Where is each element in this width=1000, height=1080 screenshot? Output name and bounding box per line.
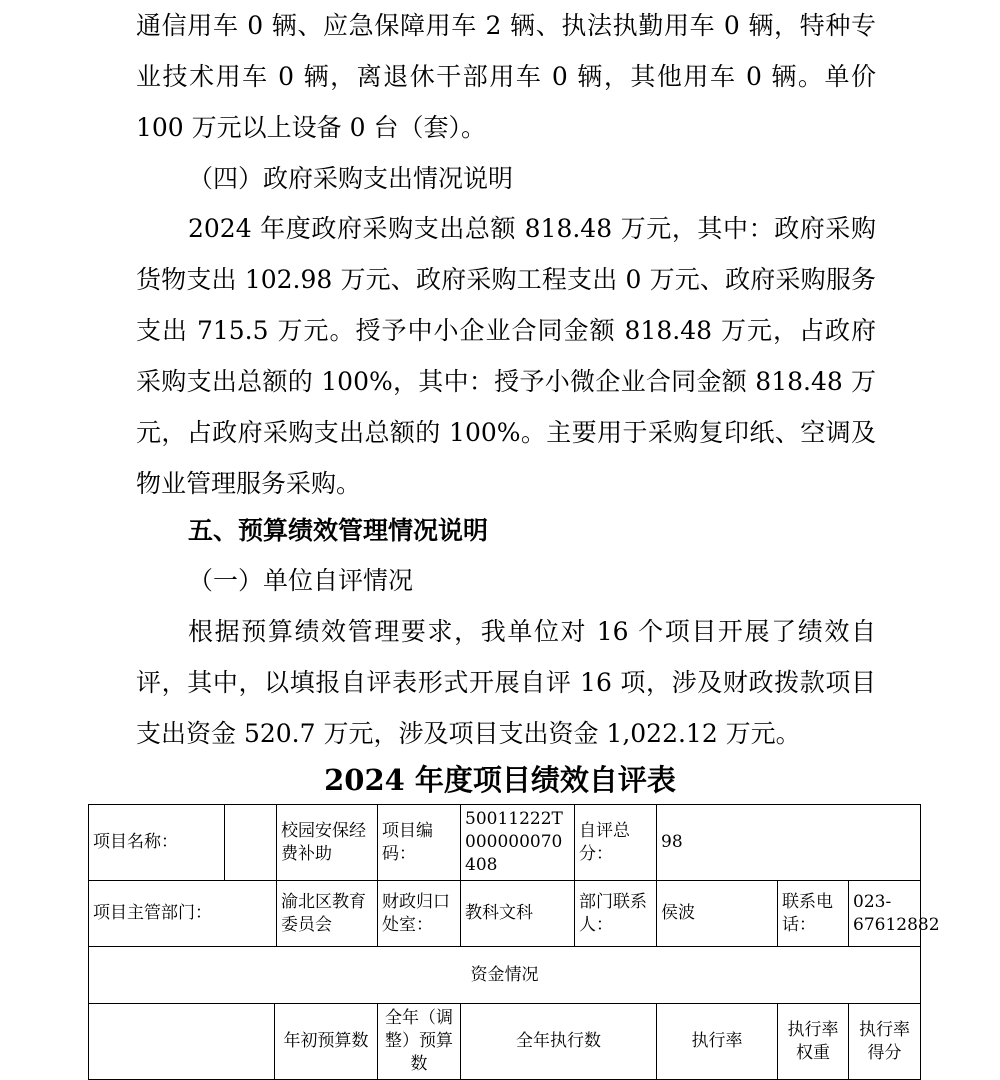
- rate-score-header: 执行率得分: [849, 1004, 921, 1080]
- project-code-label: 项目编码：: [378, 805, 461, 881]
- table-row: [89, 1004, 921, 1080]
- section5-heading: 五、预算绩效管理情况说明: [188, 516, 489, 545]
- initial-budget-header: 年初预算数: [275, 1004, 378, 1080]
- self-evaluation-paragraph: 根据预算绩效管理要求，我单位对 16 个项目开展了绩效自评，其中，以填报自评表形式开展自评 16 项，涉及财政拨款项目支出资金 520.7 万元，涉及项目支出资金 1,022.12 万元。: [136, 617, 876, 748]
- project-name-spacer: [225, 805, 277, 881]
- adjusted-budget-header: 全年（调整）预算数: [378, 1004, 461, 1080]
- executed-header: 全年执行数: [461, 1004, 657, 1080]
- self-score-label: 自评总分：: [575, 805, 657, 881]
- finance-office-label: 财政归口处室：: [378, 881, 461, 947]
- vehicles-paragraph: 通信用车 0 辆、应急保障用车 2 辆、执法执勤用车 0 辆，特种专业技术用车 0 辆，离退休干部用车 0 辆，其他用车 0 辆。单价 100 万元以上设备 0 台（套）。: [136, 11, 876, 142]
- self-score-value: 98: [657, 805, 921, 881]
- project-code-value: 50011222T000000070408: [461, 805, 575, 881]
- contact-value: 侯波: [657, 881, 778, 947]
- funds-header: 资金情况: [89, 947, 921, 1004]
- table-row: [89, 947, 921, 1004]
- funds-blank-cell: [89, 1004, 275, 1080]
- finance-office-value: 教科文科: [461, 881, 575, 947]
- dept-value: 渝北区教育委员会: [277, 881, 378, 947]
- performance-table: [88, 804, 940, 1080]
- table-row: [89, 805, 921, 881]
- contact-label: 部门联系人：: [575, 881, 657, 947]
- project-name-value: 校园安保经费补助: [277, 805, 378, 881]
- execution-rate-header: 执行率: [657, 1004, 778, 1080]
- section5-1-heading: （一）单位自评情况: [188, 566, 414, 595]
- phone-value: 023-67612882: [849, 881, 921, 947]
- procurement-paragraph: 2024 年度政府采购支出总额 818.48 万元，其中：政府采购货物支出 102.98 万元、政府采购工程支出 0 万元、政府采购服务支出 715.5 万元。授予中小企业合同金额 818.48 万元，占政府采购支出总额的 100%，其中：授予小微企业合同金额 818.48 万元，占政府采购支出总额的 100%。主要用于采购复印纸、空调及物业管理服务采购。: [136, 214, 876, 498]
- table-title: 2024 年度项目绩效自评表: [324, 763, 676, 797]
- dept-label: 项目主管部门：: [89, 881, 277, 947]
- rate-weight-header: 执行率权重: [778, 1004, 849, 1080]
- phone-label: 联系电话：: [778, 881, 849, 947]
- table-row: [89, 881, 921, 947]
- section4-heading: （四）政府采购支出情况说明: [188, 164, 514, 193]
- project-name-label: 项目名称：: [89, 805, 225, 881]
